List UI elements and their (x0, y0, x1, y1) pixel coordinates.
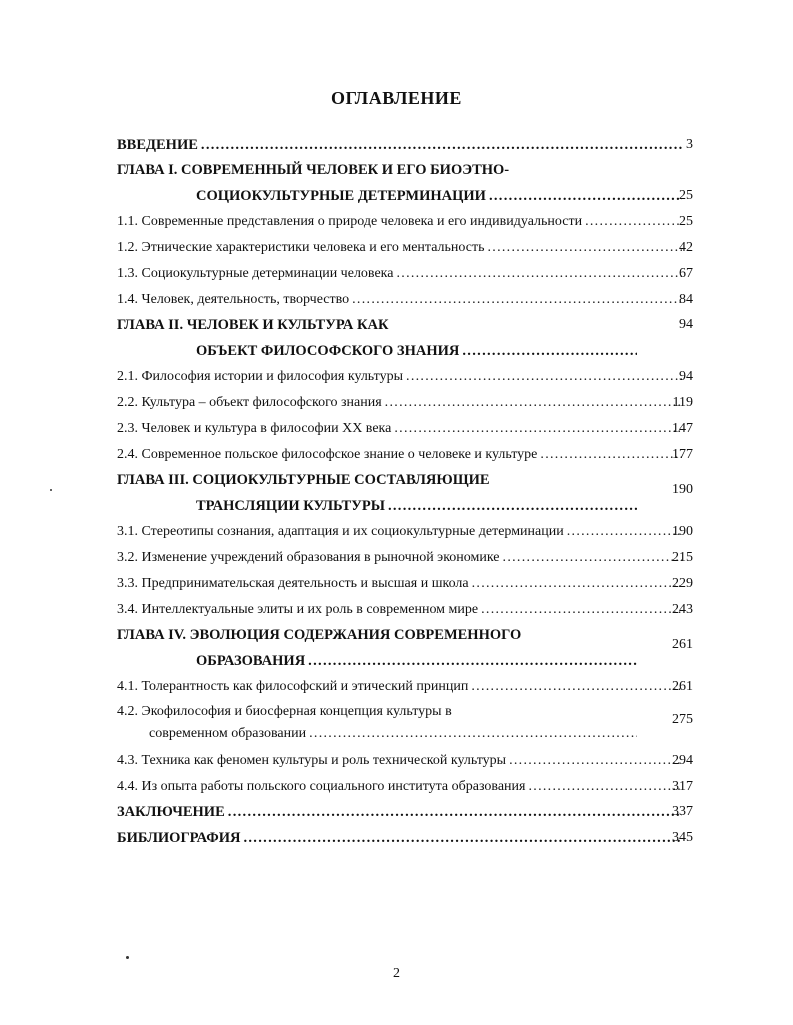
toc-entry-page: 294 (672, 753, 693, 768)
toc-entry-page: 84 (679, 292, 693, 307)
toc-entry-text: современном образовании (149, 726, 307, 741)
toc-entry-page: 67 (679, 266, 693, 281)
toc-entry-text: ВВЕДЕНИЕ (117, 137, 198, 153)
toc-entry-page: 317 (672, 779, 693, 794)
leader-dots (394, 420, 682, 438)
toc-entry-text: 3.4. Интеллектуальные элиты и их роль в современном мире (117, 602, 479, 617)
toc-entry (117, 209, 693, 231)
toc-entry-page: 275 (672, 712, 693, 727)
leader-dots (481, 601, 682, 619)
toc-entry (117, 442, 693, 464)
toc-entry (196, 482, 693, 515)
leader-dots (385, 394, 682, 412)
toc-entry-page: 261 (672, 679, 693, 694)
toc-entry (117, 799, 693, 821)
toc-entry (117, 699, 685, 721)
toc-entry-text: ГЛАВА II. ЧЕЛОВЕК И КУЛЬТУРА КАК (117, 317, 389, 333)
toc-entry (117, 597, 693, 619)
page-title: ОГЛАВЛЕНИЕ (331, 88, 462, 108)
toc-entry-text: ОБРАЗОВАНИЯ (196, 653, 306, 669)
toc-entry (117, 364, 693, 386)
toc-entry-page: 177 (672, 447, 693, 462)
leader-dots (471, 678, 682, 696)
toc-entry-page: 147 (672, 421, 693, 436)
toc-chapter-heading (117, 312, 693, 334)
toc-entry-text: ГЛАВА III. СОЦИОКУЛЬТУРНЫЕ СОСТАВЛЯЮЩИЕ (117, 472, 490, 488)
leader-dots (396, 265, 682, 283)
leader-dots (228, 803, 682, 821)
toc-entry-text: 1.2. Этнические характеристики человека и его ментальность (117, 240, 485, 255)
scan-speck (126, 956, 129, 959)
toc-entry-text: ЗАКЛЮЧЕНИЕ (117, 804, 225, 820)
toc-entry-page: 345 (672, 830, 693, 845)
toc-entry-text: 4.4. Из опыта работы польского социального института образования (117, 779, 526, 794)
toc-entry-page: 25 (679, 188, 693, 203)
toc-entry-page: 42 (679, 240, 693, 255)
toc-entry-text: ТРАНСЛЯЦИИ КУЛЬТУРЫ (196, 498, 385, 514)
toc-entry (117, 132, 693, 154)
toc-chapter-heading (117, 157, 685, 179)
toc-entry-text: 4.1. Толерантность как философский и этический принцип (117, 679, 469, 694)
toc-entry-page: 229 (672, 576, 693, 591)
toc-entry-text: ОБЪЕКТ ФИЛОСОФСКОГО ЗНАНИЯ (196, 343, 460, 359)
toc-entry (117, 261, 693, 283)
leader-dots (472, 575, 682, 593)
toc-entry-text: 2.4. Современное польское философское знание о человеке и культуре (117, 447, 538, 462)
toc-entry-text: 1.4. Человек, деятельность, творчество (117, 292, 350, 307)
leader-dots (352, 291, 682, 309)
toc-entry-page: 119 (672, 395, 693, 410)
leader-dots (462, 342, 637, 360)
toc-entry (117, 416, 693, 438)
leader-dots (201, 136, 682, 154)
toc-entry-text: 1.1. Современные представления о природе человека и его индивидуальности (117, 214, 583, 229)
leader-dots (243, 829, 682, 847)
toc-entry-page: 25 (679, 214, 693, 229)
toc-entry-text: СОЦИОКУЛЬТУРНЫЕ ДЕТЕРМИНАЦИИ (196, 188, 486, 204)
toc-entry (117, 674, 693, 696)
toc-entry (149, 712, 693, 743)
scan-speck (50, 489, 52, 491)
toc-entry-page: 190 (672, 482, 693, 497)
toc-entry-text: ГЛАВА I. СОВРЕМЕННЫЙ ЧЕЛОВЕК И ЕГО БИОЭТНО- (117, 162, 510, 178)
toc-entry-text: 3.2. Изменение учреждений образования в рыночной экономике (117, 550, 500, 565)
toc-entry-text: 4.3. Техника как феномен культуры и роль технической культуры (117, 753, 507, 768)
toc-entry-page: 215 (672, 550, 693, 565)
toc-entry-page: 94 (679, 369, 693, 384)
toc-entry (117, 235, 693, 257)
toc-chapter-heading (117, 622, 685, 644)
toc-entry (196, 183, 693, 205)
toc-entry (117, 287, 693, 309)
leader-dots (388, 497, 637, 515)
toc-entry-text: БИБЛИОГРАФИЯ (117, 830, 241, 846)
toc-entry (117, 571, 693, 593)
toc-entry (117, 519, 693, 541)
toc-entry-text: 2.2. Культура – объект философского знания (117, 395, 382, 410)
toc-entry (117, 774, 693, 796)
toc-entry-text: 3.1. Стереотипы сознания, адаптация и их социокультурные детерминации (117, 524, 564, 539)
toc-entry (196, 637, 693, 670)
toc-entry-text: 4.2. Экофилософия и биосферная концепция культуры в (117, 704, 452, 719)
toc-entry-page: 261 (672, 637, 693, 652)
toc-entry (117, 545, 693, 567)
toc-entry-page: 94 (679, 317, 693, 332)
page-number: 2 (393, 966, 400, 981)
toc-entry-text: 1.3. Социокультурные детерминации человека (117, 266, 394, 281)
toc-entry-text: ГЛАВА IV. ЭВОЛЮЦИЯ СОДЕРЖАНИЯ СОВРЕМЕННОГО (117, 627, 522, 643)
leader-dots (308, 652, 637, 670)
toc-entry (117, 825, 693, 847)
toc-entry (196, 338, 685, 360)
toc-entry-text: 3.3. Предпринимательская деятельность и высшая и школа (117, 576, 469, 591)
toc-chapter-heading (117, 467, 685, 489)
leader-dots (406, 368, 682, 386)
toc-entry-page: 337 (672, 804, 693, 819)
toc-entry-page: 190 (672, 524, 693, 539)
toc-entry-text: 2.1. Философия истории и философия культуры (117, 369, 404, 384)
toc-entry-page: 3 (686, 137, 693, 152)
toc-entry-page: 243 (672, 602, 693, 617)
toc-entry (117, 748, 693, 770)
toc-entry-text: 2.3. Человек и культура в философии XX века (117, 421, 392, 436)
toc-entry (117, 390, 693, 412)
leader-dots (309, 725, 637, 743)
